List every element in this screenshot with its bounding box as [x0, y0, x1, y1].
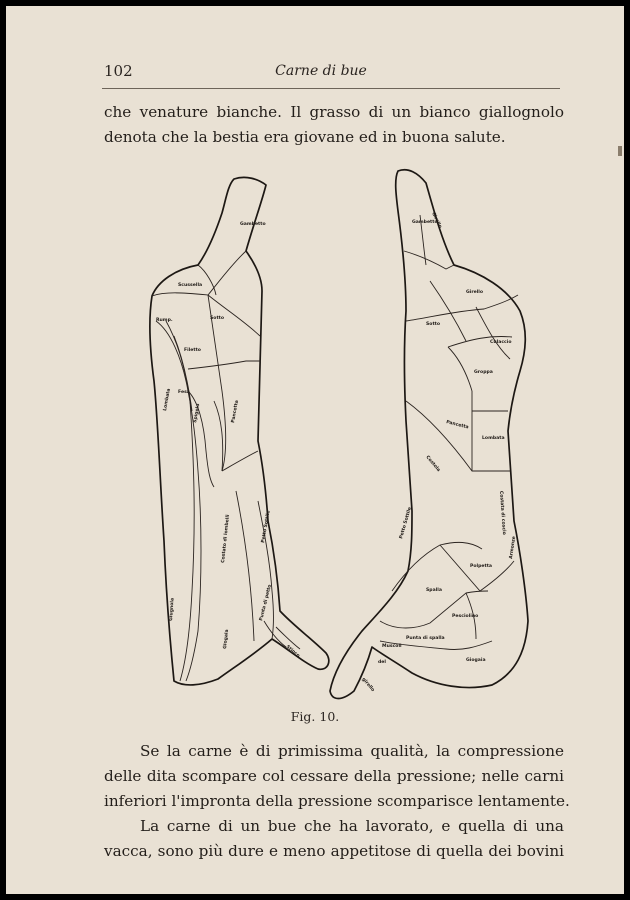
right-cut-line — [406, 295, 518, 321]
top-paragraph — [104, 100, 564, 150]
label-left-rump: Rump. — [156, 318, 173, 323]
label-left-giogaia: Giogaia — [223, 629, 231, 650]
running-head: Carne di bue — [275, 63, 367, 79]
left-cut-line — [236, 491, 254, 641]
right-carcass-outline — [330, 170, 528, 699]
left-cut-line — [198, 265, 216, 295]
label-left-petto-sottile: Petto Sottile — [261, 510, 272, 544]
right-carcass-diagram — [330, 170, 528, 699]
label-left-spigolo: Spigolo — [193, 403, 202, 424]
right-cut-line — [392, 542, 482, 591]
label-right-muscoli: Muscoli — [382, 644, 402, 649]
label-left-punta-di-petto: Punta di petto — [259, 584, 273, 622]
left-cut-line — [214, 401, 223, 471]
left-cut-line — [152, 293, 260, 336]
header-rule — [102, 88, 560, 89]
left-cut-line — [222, 451, 258, 471]
label-right-armonze: Armonze — [509, 535, 518, 560]
label-right-lombata: Lombata — [482, 436, 505, 441]
paragraph — [104, 814, 564, 864]
label-left-gambetto: Gambetto — [240, 222, 266, 227]
label-left-giugnola: Giugnola — [169, 597, 176, 622]
label-right-culaccio: Culaccio — [490, 340, 512, 345]
label-right-costata: Costata di coscio — [498, 490, 507, 536]
text-line: delle dita scompare col cessare della pressione; nelle carni — [104, 767, 564, 785]
label-left-sotto: Sotto — [210, 316, 225, 321]
left-cut-line — [188, 361, 261, 369]
page-edge-mark — [618, 146, 622, 156]
text-line: denota che la bestia era giovane ed in buona salute. — [104, 128, 506, 146]
right-cut-line — [476, 307, 510, 359]
right-cut-line — [448, 347, 472, 391]
label-right-sotto: Sotto — [426, 322, 441, 327]
right-cut-line — [430, 281, 466, 341]
label-right-gambetto: Gambetto — [412, 220, 438, 225]
label-right-giogaia: Giogaia — [466, 658, 486, 663]
label-left-filetto: Filetto — [184, 348, 201, 353]
left-cut-line — [208, 251, 246, 295]
label-left-fesa: Fesa — [178, 390, 190, 395]
left-cut-line — [208, 295, 226, 471]
text-line: La carne di un bue che ha lavorato, e quella di una — [140, 817, 564, 835]
label-left-lombata: Lombata — [163, 388, 172, 412]
label-right-punta-di-spalla: Punta di spalla — [406, 636, 445, 641]
text-line: Se la carne è di primissima qualità, la compressione — [140, 742, 564, 760]
label-right-groppa: Groppa — [474, 370, 493, 375]
label-right-petto-sottile: Petto Sottile — [399, 506, 413, 540]
label-right-pesciolino: Pesciolino — [452, 614, 479, 619]
label-left-pancetta: Pancetta — [231, 399, 240, 424]
label-right-costola: Costola — [424, 455, 441, 474]
label-left-scussella: Scussella — [178, 283, 203, 288]
right-cut-line — [404, 251, 454, 269]
left-carcass-diagram — [150, 177, 329, 685]
label-right-pancetta: Pancetta — [445, 420, 469, 431]
label-right-girello: Girello — [466, 290, 484, 295]
beef-cuts-diagram — [136, 161, 536, 706]
text-line: vacca, sono più dure e meno appetitose di quella dei bovini — [104, 842, 564, 860]
book-page — [6, 6, 624, 894]
figure-caption: Fig. 10. — [290, 709, 340, 724]
left-carcass-outline — [150, 177, 329, 685]
text-line: che venature bianche. Il grasso di un bianco giallognolo — [104, 103, 564, 121]
beef-cuts-figure — [136, 161, 536, 706]
label-right-polpetta: Polpetta — [470, 564, 492, 569]
label-right-del: del — [378, 660, 386, 665]
left-cut-line — [166, 321, 194, 681]
text-line: inferiori l'impronta della pressione scomparisce lentamente. — [104, 792, 570, 810]
label-right-girello-top: Girello — [430, 211, 443, 230]
paragraph — [104, 739, 570, 814]
label-right-girello-spalla: girello — [360, 677, 375, 693]
label-right-spalla: Spalla — [426, 588, 442, 593]
label-left-stinco: Stinco — [284, 644, 301, 659]
page-number: 102 — [104, 62, 133, 80]
bottom-paragraphs — [104, 739, 570, 864]
label-left-costato: Costato di lombelli — [221, 514, 232, 564]
